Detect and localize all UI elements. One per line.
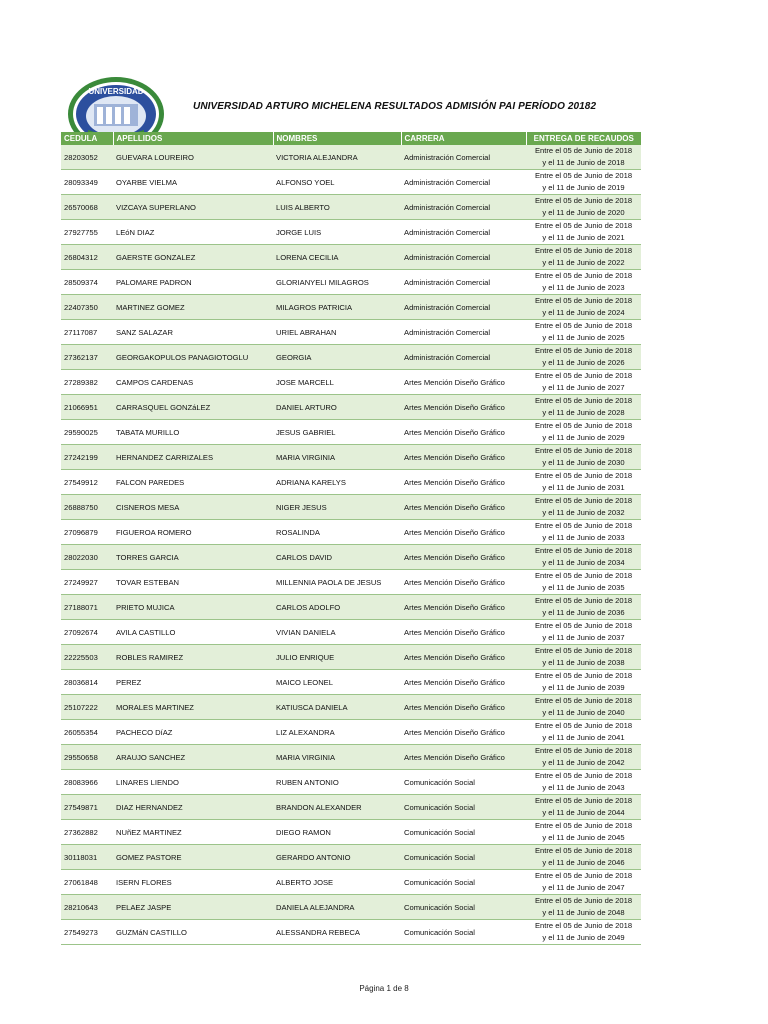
cell-entrega-1: Entre el 05 de Junio de 2018 [534, 696, 633, 705]
cell-nombres: KATIUSCA DANIELA [273, 695, 401, 720]
cell-entrega-2: y el 11 de Junio de 2035 [542, 583, 625, 592]
cell-entrega-1: Entre el 05 de Junio de 2018 [534, 596, 633, 605]
cell-entrega-1: Entre el 05 de Junio de 2018 [534, 721, 633, 730]
cell-entrega-2: y el 11 de Junio de 2032 [542, 508, 625, 517]
cell-entrega-2: y el 11 de Junio de 2039 [542, 683, 625, 692]
cell-nombres: DIEGO RAMON [273, 820, 401, 845]
cell-entrega [526, 745, 641, 770]
cell-carrera: Artes Mención Diseño Gráfico [401, 370, 526, 395]
cell-cedula: 27249927 [61, 570, 113, 595]
cell-carrera: Artes Mención Diseño Gráfico [401, 720, 526, 745]
cell-apellidos: PALOMARE PADRON [113, 270, 273, 295]
cell-entrega-1: Entre el 05 de Junio de 2018 [534, 196, 633, 205]
cell-carrera: Artes Mención Diseño Gráfico [401, 695, 526, 720]
cell-carrera: Comunicación Social [401, 820, 526, 845]
table-row [61, 620, 641, 645]
cell-entrega-2: y el 11 de Junio de 2030 [542, 458, 625, 467]
cell-entrega-2: y el 11 de Junio de 2036 [542, 608, 625, 617]
table-row [61, 570, 641, 595]
column-header-entrega: ENTREGA DE RECAUDOS [526, 132, 641, 145]
cell-entrega [526, 695, 641, 720]
cell-nombres: VIVIAN DANIELA [273, 620, 401, 645]
table-body [61, 145, 641, 945]
cell-nombres: JESUS GABRIEL [273, 420, 401, 445]
column-header-carrera: CARRERA [401, 132, 526, 145]
table-row [61, 820, 641, 845]
cell-cedula: 27549912 [61, 470, 113, 495]
cell-carrera: Artes Mención Diseño Gráfico [401, 645, 526, 670]
cell-entrega-2: y el 11 de Junio de 2020 [542, 208, 625, 217]
cell-carrera: Artes Mención Diseño Gráfico [401, 495, 526, 520]
cell-apellidos: LINARES LIENDO [113, 770, 273, 795]
table-row [61, 295, 641, 320]
table-row [61, 870, 641, 895]
cell-nombres: MAICO LEONEL [273, 670, 401, 695]
table-row [61, 545, 641, 570]
cell-entrega-2: y el 11 de Junio de 2045 [542, 833, 625, 842]
cell-entrega [526, 220, 641, 245]
table-row [61, 220, 641, 245]
cell-entrega-2: y el 11 de Junio de 2022 [542, 258, 625, 267]
cell-nombres: LIZ ALEXANDRA [273, 720, 401, 745]
cell-entrega-1: Entre el 05 de Junio de 2018 [534, 346, 633, 355]
cell-apellidos: GUEVARA LOUREIRO [113, 145, 273, 170]
cell-entrega-2: y el 11 de Junio de 2024 [542, 308, 625, 317]
cell-apellidos: TOVAR ESTEBAN [113, 570, 273, 595]
cell-entrega-2: y el 11 de Junio de 2021 [542, 233, 625, 242]
cell-carrera: Administración Comercial [401, 270, 526, 295]
cell-entrega [526, 620, 641, 645]
cell-cedula: 27549273 [61, 920, 113, 945]
cell-entrega [526, 595, 641, 620]
cell-entrega-2: y el 11 de Junio de 2047 [542, 883, 625, 892]
cell-cedula: 27242199 [61, 445, 113, 470]
cell-entrega-2: y el 11 de Junio de 2048 [542, 908, 625, 917]
cell-cedula: 28022030 [61, 545, 113, 570]
cell-nombres: BRANDON ALEXANDER [273, 795, 401, 820]
cell-cedula: 27188071 [61, 595, 113, 620]
cell-entrega-1: Entre el 05 de Junio de 2018 [534, 571, 633, 580]
column-header-apellidos: APELLIDOS [113, 132, 273, 145]
cell-apellidos: PEREZ [113, 670, 273, 695]
cell-entrega-2: y el 11 de Junio de 2028 [542, 408, 625, 417]
table-row [61, 645, 641, 670]
cell-entrega-1: Entre el 05 de Junio de 2018 [534, 746, 633, 755]
table-row [61, 495, 641, 520]
cell-entrega-2: y el 11 de Junio de 2029 [542, 433, 625, 442]
cell-nombres: DANIEL ARTURO [273, 395, 401, 420]
cell-apellidos: LEóN DIAZ [113, 220, 273, 245]
cell-cedula: 30118031 [61, 845, 113, 870]
cell-entrega [526, 395, 641, 420]
table-row [61, 845, 641, 870]
cell-apellidos: AVILA CASTILLO [113, 620, 273, 645]
cell-entrega-2: y el 11 de Junio de 2019 [542, 183, 625, 192]
cell-entrega [526, 145, 641, 170]
cell-entrega-2: y el 11 de Junio de 2033 [542, 533, 625, 542]
cell-apellidos: GUZMáN CASTILLO [113, 920, 273, 945]
cell-apellidos: OYARBE VIELMA [113, 170, 273, 195]
cell-carrera: Comunicación Social [401, 920, 526, 945]
results-table [61, 132, 641, 945]
cell-cedula: 21066951 [61, 395, 113, 420]
cell-entrega-1: Entre el 05 de Junio de 2018 [534, 846, 633, 855]
cell-nombres: JORGE LUIS [273, 220, 401, 245]
cell-nombres: ALBERTO JOSE [273, 870, 401, 895]
cell-entrega-2: y el 11 de Junio de 2025 [542, 333, 625, 342]
cell-entrega [526, 720, 641, 745]
cell-carrera: Artes Mención Diseño Gráfico [401, 395, 526, 420]
cell-apellidos: SANZ SALAZAR [113, 320, 273, 345]
cell-apellidos: GOMEZ PASTORE [113, 845, 273, 870]
table-row [61, 245, 641, 270]
cell-cedula: 26570068 [61, 195, 113, 220]
cell-apellidos: TABATA MURILLO [113, 420, 273, 445]
cell-cedula: 26888750 [61, 495, 113, 520]
cell-entrega [526, 170, 641, 195]
cell-cedula: 26804312 [61, 245, 113, 270]
cell-apellidos: TORRES GARCIA [113, 545, 273, 570]
cell-nombres: DANIELA ALEJANDRA [273, 895, 401, 920]
cell-entrega [526, 795, 641, 820]
cell-entrega [526, 420, 641, 445]
cell-apellidos: GEORGAKOPULOS PANAGIOTOGLU [113, 345, 273, 370]
cell-apellidos: CISNEROS MESA [113, 495, 273, 520]
table-row [61, 320, 641, 345]
cell-entrega-1: Entre el 05 de Junio de 2018 [534, 321, 633, 330]
cell-apellidos: FALCON PAREDES [113, 470, 273, 495]
cell-carrera: Artes Mención Diseño Gráfico [401, 545, 526, 570]
cell-entrega-1: Entre el 05 de Junio de 2018 [534, 446, 633, 455]
cell-nombres: RUBEN ANTONIO [273, 770, 401, 795]
cell-entrega-2: y el 11 de Junio de 2043 [542, 783, 625, 792]
cell-cedula: 28509374 [61, 270, 113, 295]
cell-carrera: Comunicación Social [401, 845, 526, 870]
cell-entrega-2: y el 11 de Junio de 2042 [542, 758, 625, 767]
cell-entrega-2: y el 11 de Junio de 2049 [542, 933, 625, 942]
table-row [61, 170, 641, 195]
cell-cedula: 27362882 [61, 820, 113, 845]
cell-entrega-1: Entre el 05 de Junio de 2018 [534, 896, 633, 905]
table-row [61, 770, 641, 795]
cell-carrera: Artes Mención Diseño Gráfico [401, 420, 526, 445]
cell-carrera: Administración Comercial [401, 245, 526, 270]
cell-entrega [526, 495, 641, 520]
cell-apellidos: PACHECO DíAZ [113, 720, 273, 745]
cell-nombres: MARIA VIRGINIA [273, 445, 401, 470]
cell-apellidos: VIZCAYA SUPERLANO [113, 195, 273, 220]
cell-entrega-1: Entre el 05 de Junio de 2018 [534, 221, 633, 230]
cell-entrega [526, 670, 641, 695]
cell-cedula: 28083966 [61, 770, 113, 795]
cell-entrega-1: Entre el 05 de Junio de 2018 [534, 646, 633, 655]
table-row [61, 920, 641, 945]
cell-apellidos: MARTINEZ GOMEZ [113, 295, 273, 320]
cell-entrega-1: Entre el 05 de Junio de 2018 [534, 271, 633, 280]
cell-nombres: ALFONSO YOEL [273, 170, 401, 195]
cell-entrega [526, 245, 641, 270]
cell-entrega-2: y el 11 de Junio de 2034 [542, 558, 625, 567]
cell-entrega-1: Entre el 05 de Junio de 2018 [534, 921, 633, 930]
cell-apellidos: ROBLES RAMIREZ [113, 645, 273, 670]
cell-cedula: 26055354 [61, 720, 113, 745]
cell-nombres: CARLOS DAVID [273, 545, 401, 570]
cell-entrega-1: Entre el 05 de Junio de 2018 [534, 496, 633, 505]
cell-nombres: LORENA CECILIA [273, 245, 401, 270]
cell-entrega [526, 270, 641, 295]
cell-nombres: MARIA VIRGINIA [273, 745, 401, 770]
cell-apellidos: ISERN FLORES [113, 870, 273, 895]
cell-nombres: NIGER JESUS [273, 495, 401, 520]
cell-entrega-2: y el 11 de Junio de 2040 [542, 708, 625, 717]
cell-apellidos: ARAUJO SANCHEZ [113, 745, 273, 770]
cell-entrega-2: y el 11 de Junio de 2046 [542, 858, 625, 867]
cell-cedula: 28093349 [61, 170, 113, 195]
cell-entrega [526, 320, 641, 345]
cell-entrega-2: y el 11 de Junio de 2023 [542, 283, 625, 292]
table-row [61, 195, 641, 220]
cell-nombres: JULIO ENRIQUE [273, 645, 401, 670]
cell-apellidos: HERNANDEZ CARRIZALES [113, 445, 273, 470]
cell-carrera: Artes Mención Diseño Gráfico [401, 595, 526, 620]
cell-apellidos: CAMPOS CARDENAS [113, 370, 273, 395]
cell-entrega-1: Entre el 05 de Junio de 2018 [534, 171, 633, 180]
cell-entrega-1: Entre el 05 de Junio de 2018 [534, 371, 633, 380]
table-row [61, 720, 641, 745]
cell-cedula: 27289382 [61, 370, 113, 395]
cell-entrega-1: Entre el 05 de Junio de 2018 [534, 421, 633, 430]
table-row [61, 420, 641, 445]
cell-carrera: Artes Mención Diseño Gráfico [401, 670, 526, 695]
page-number: Página 1 de 8 [359, 984, 409, 993]
cell-carrera: Administración Comercial [401, 220, 526, 245]
cell-carrera: Artes Mención Diseño Gráfico [401, 445, 526, 470]
cell-carrera: Comunicación Social [401, 770, 526, 795]
table-row [61, 370, 641, 395]
cell-cedula: 29550658 [61, 745, 113, 770]
cell-carrera: Administración Comercial [401, 345, 526, 370]
cell-apellidos: MORALES MARTINEZ [113, 695, 273, 720]
table-row [61, 445, 641, 470]
cell-entrega-2: y el 11 de Junio de 2037 [542, 633, 625, 642]
cell-nombres: ADRIANA KARELYS [273, 470, 401, 495]
cell-apellidos: DIAZ HERNANDEZ [113, 795, 273, 820]
cell-nombres: GEORGIA [273, 345, 401, 370]
cell-nombres: GERARDO ANTONIO [273, 845, 401, 870]
table-row [61, 470, 641, 495]
cell-entrega [526, 370, 641, 395]
cell-entrega-1: Entre el 05 de Junio de 2018 [534, 621, 633, 630]
table-row [61, 595, 641, 620]
cell-cedula: 28036814 [61, 670, 113, 695]
cell-cedula: 27117087 [61, 320, 113, 345]
cell-nombres: GLORIANYELI MILAGROS [273, 270, 401, 295]
cell-entrega [526, 295, 641, 320]
cell-nombres: MILLENNIA PAOLA DE JESUS [273, 570, 401, 595]
document-title: UNIVERSIDAD ARTURO MICHELENA RESULTADOS ADMISIÓN PAI PERÍODO 20182 [193, 101, 597, 112]
cell-cedula: 27362137 [61, 345, 113, 370]
cell-cedula: 28203052 [61, 145, 113, 170]
cell-cedula: 27927755 [61, 220, 113, 245]
cell-nombres: VICTORIA ALEJANDRA [273, 145, 401, 170]
cell-entrega-2: y el 11 de Junio de 2044 [542, 808, 625, 817]
cell-entrega [526, 895, 641, 920]
cell-cedula: 27092674 [61, 620, 113, 645]
cell-carrera: Comunicación Social [401, 895, 526, 920]
cell-cedula: 22225503 [61, 645, 113, 670]
cell-entrega-1: Entre el 05 de Junio de 2018 [534, 546, 633, 555]
cell-entrega-1: Entre el 05 de Junio de 2018 [534, 146, 633, 155]
cell-cedula: 28210643 [61, 895, 113, 920]
cell-carrera: Comunicación Social [401, 795, 526, 820]
cell-apellidos: GAERSTE GONZALEZ [113, 245, 273, 270]
cell-entrega [526, 195, 641, 220]
cell-entrega-2: y el 11 de Junio de 2031 [542, 483, 625, 492]
cell-entrega-2: y el 11 de Junio de 2018 [542, 158, 625, 167]
cell-cedula: 29590025 [61, 420, 113, 445]
cell-carrera: Administración Comercial [401, 145, 526, 170]
cell-entrega [526, 520, 641, 545]
cell-entrega-1: Entre el 05 de Junio de 2018 [534, 771, 633, 780]
column-header-nombres: NOMBRES [273, 132, 401, 145]
cell-nombres: JOSE MARCELL [273, 370, 401, 395]
table-row [61, 520, 641, 545]
cell-entrega-2: y el 11 de Junio de 2041 [542, 733, 625, 742]
cell-entrega [526, 645, 641, 670]
cell-entrega-1: Entre el 05 de Junio de 2018 [534, 246, 633, 255]
cell-carrera: Artes Mención Diseño Gráfico [401, 520, 526, 545]
table-row [61, 270, 641, 295]
cell-entrega-2: y el 11 de Junio de 2038 [542, 658, 625, 667]
cell-carrera: Artes Mención Diseño Gráfico [401, 620, 526, 645]
table-row [61, 745, 641, 770]
cell-entrega [526, 920, 641, 945]
table-row [61, 695, 641, 720]
table-header-row [61, 132, 641, 145]
cell-entrega [526, 570, 641, 595]
cell-entrega-1: Entre el 05 de Junio de 2018 [534, 396, 633, 405]
table-row [61, 795, 641, 820]
table-row [61, 395, 641, 420]
cell-carrera: Comunicación Social [401, 870, 526, 895]
cell-entrega-1: Entre el 05 de Junio de 2018 [534, 471, 633, 480]
cell-carrera: Administración Comercial [401, 195, 526, 220]
cell-entrega-1: Entre el 05 de Junio de 2018 [534, 796, 633, 805]
table-row [61, 895, 641, 920]
cell-carrera: Artes Mención Diseño Gráfico [401, 745, 526, 770]
cell-cedula: 27549871 [61, 795, 113, 820]
cell-entrega [526, 445, 641, 470]
cell-nombres: URIEL ABRAHAN [273, 320, 401, 345]
cell-carrera: Artes Mención Diseño Gráfico [401, 470, 526, 495]
cell-cedula: 27096879 [61, 520, 113, 545]
cell-apellidos: PRIETO MUJICA [113, 595, 273, 620]
cell-entrega [526, 845, 641, 870]
cell-entrega [526, 820, 641, 845]
cell-entrega [526, 345, 641, 370]
cell-entrega-2: y el 11 de Junio de 2026 [542, 358, 625, 367]
cell-nombres: ALESSANDRA REBECA [273, 920, 401, 945]
cell-nombres: ROSALINDA [273, 520, 401, 545]
cell-carrera: Artes Mención Diseño Gráfico [401, 570, 526, 595]
cell-nombres: CARLOS ADOLFO [273, 595, 401, 620]
cell-entrega-1: Entre el 05 de Junio de 2018 [534, 671, 633, 680]
cell-apellidos: NUñEZ MARTINEZ [113, 820, 273, 845]
cell-cedula: 25107222 [61, 695, 113, 720]
cell-entrega [526, 545, 641, 570]
cell-nombres: MILAGROS PATRICIA [273, 295, 401, 320]
cell-nombres: LUIS ALBERTO [273, 195, 401, 220]
cell-cedula: 22407350 [61, 295, 113, 320]
logo-text-top: UNIVERSIDAD [88, 87, 144, 96]
cell-entrega-1: Entre el 05 de Junio de 2018 [534, 521, 633, 530]
cell-apellidos: CARRASQUEL GONZáLEZ [113, 395, 273, 420]
cell-entrega [526, 470, 641, 495]
cell-entrega [526, 770, 641, 795]
cell-entrega-1: Entre el 05 de Junio de 2018 [534, 821, 633, 830]
cell-entrega-1: Entre el 05 de Junio de 2018 [534, 871, 633, 880]
cell-carrera: Administración Comercial [401, 295, 526, 320]
cell-carrera: Administración Comercial [401, 320, 526, 345]
cell-cedula: 27061848 [61, 870, 113, 895]
table-row [61, 670, 641, 695]
cell-entrega [526, 870, 641, 895]
cell-carrera: Administración Comercial [401, 170, 526, 195]
cell-entrega-2: y el 11 de Junio de 2027 [542, 383, 625, 392]
column-header-cedula: CEDULA [61, 132, 113, 145]
table-row [61, 345, 641, 370]
cell-apellidos: PELAEZ JASPE [113, 895, 273, 920]
cell-apellidos: FIGUEROA ROMERO [113, 520, 273, 545]
cell-entrega-1: Entre el 05 de Junio de 2018 [534, 296, 633, 305]
table-row [61, 145, 641, 170]
